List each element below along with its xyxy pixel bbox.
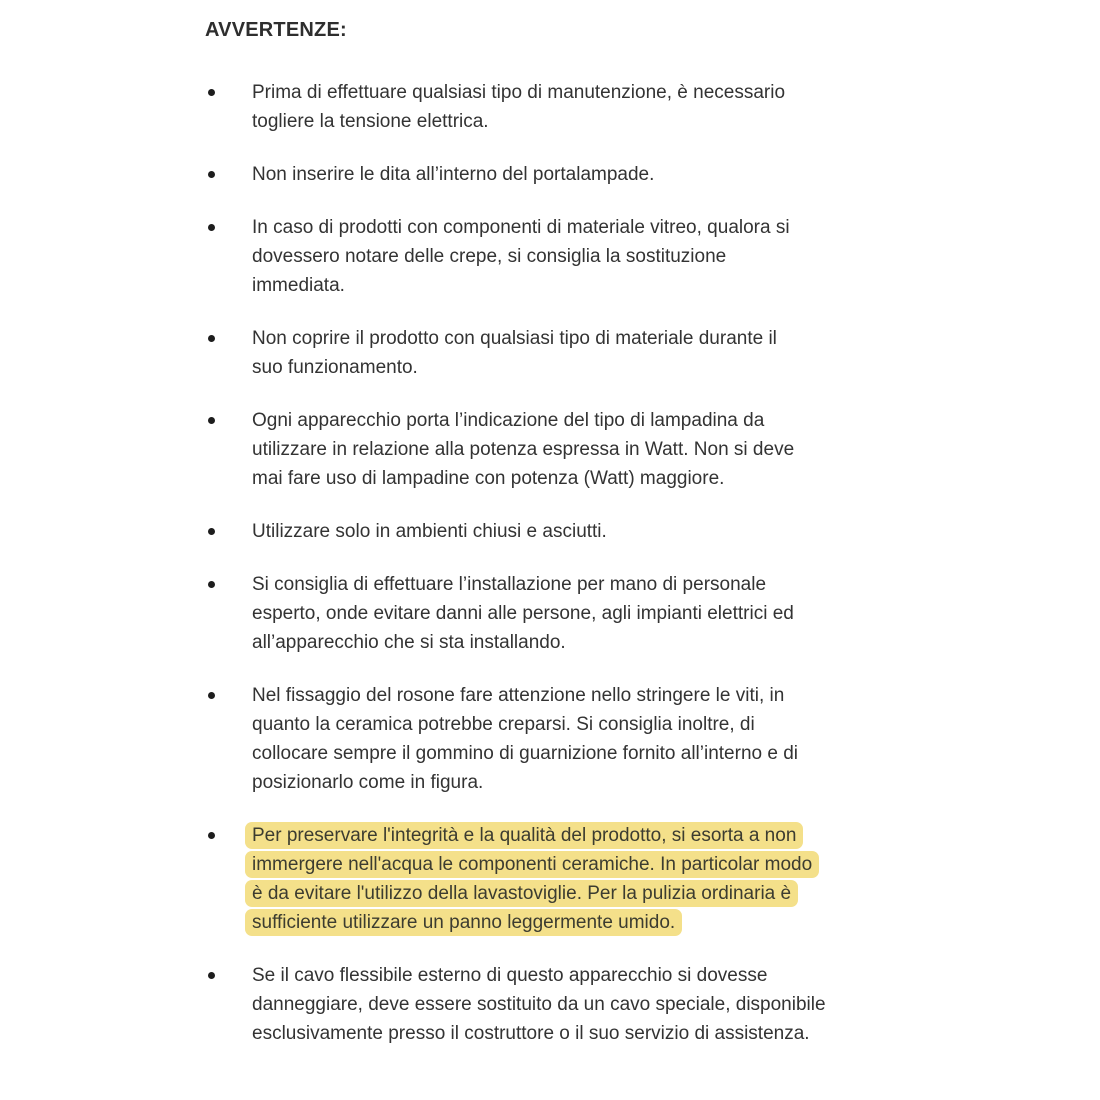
list-item <box>205 213 915 300</box>
list-item <box>205 570 915 657</box>
bullet-text: Si consiglia di effettuare l’installazione per mano di personale esperto, onde evitare danni alle persone, agli impianti elettrici ed all’apparecchio che si sta installando. <box>252 574 794 653</box>
list-item <box>205 406 915 493</box>
bullet-text: In caso di prodotti con componenti di materiale vitreo, qualora si dovessero notare delle crepe, si consiglia la sostituzione immediata. <box>252 217 790 296</box>
warnings-list <box>205 78 915 1048</box>
bullet-text: Non inserire le dita all’interno del portalampade. <box>252 164 655 185</box>
bullet-text: Se il cavo flessibile esterno di questo apparecchio si dovesse danneggiare, deve essere sostituito da un cavo speciale, disponibile esclusivamente presso il costruttore o il suo servizio di assistenza. <box>252 965 826 1044</box>
list-item <box>205 821 915 937</box>
list-item <box>205 681 915 797</box>
bullet-text: Prima di effettuare qualsiasi tipo di manutenzione, è necessario togliere la tensione elettrica. <box>252 82 786 132</box>
list-item <box>205 517 915 546</box>
bullet-text: Nel fissaggio del rosone fare attenzione nello stringere le viti, in quanto la ceramica potrebbe creparsi. Si consiglia inoltre, di collocare sempre il gommino di guarnizione fornito all’interno e di posizionarlo come in figura. <box>252 685 798 793</box>
bullet-text: Ogni apparecchio porta l’indicazione del tipo di lampadina da utilizzare in relazione alla potenza espressa in Watt. Non si deve mai fare uso di lampadine con potenza (Watt) maggiore. <box>252 410 795 489</box>
bullet-text: Non coprire il prodotto con qualsiasi tipo di materiale durante il suo funzionamento. <box>252 328 777 378</box>
page-title: AVVERTENZE: <box>205 19 347 41</box>
bullet-text: Utilizzare solo in ambienti chiusi e asciutti. <box>252 521 607 542</box>
list-item <box>205 78 915 136</box>
list-item <box>205 961 915 1048</box>
list-item <box>205 160 915 189</box>
highlighted-text: Per preservare l'integrità e la qualità del prodotto, si esorta a non immergere nell'acqua le componenti ceramiche. In particolar modo è da evitare l'utilizzo della lavastoviglie. Per la pulizia ordinaria è sufficiente utilizzare un panno leggermente umido. <box>245 822 819 936</box>
list-item <box>205 324 915 382</box>
